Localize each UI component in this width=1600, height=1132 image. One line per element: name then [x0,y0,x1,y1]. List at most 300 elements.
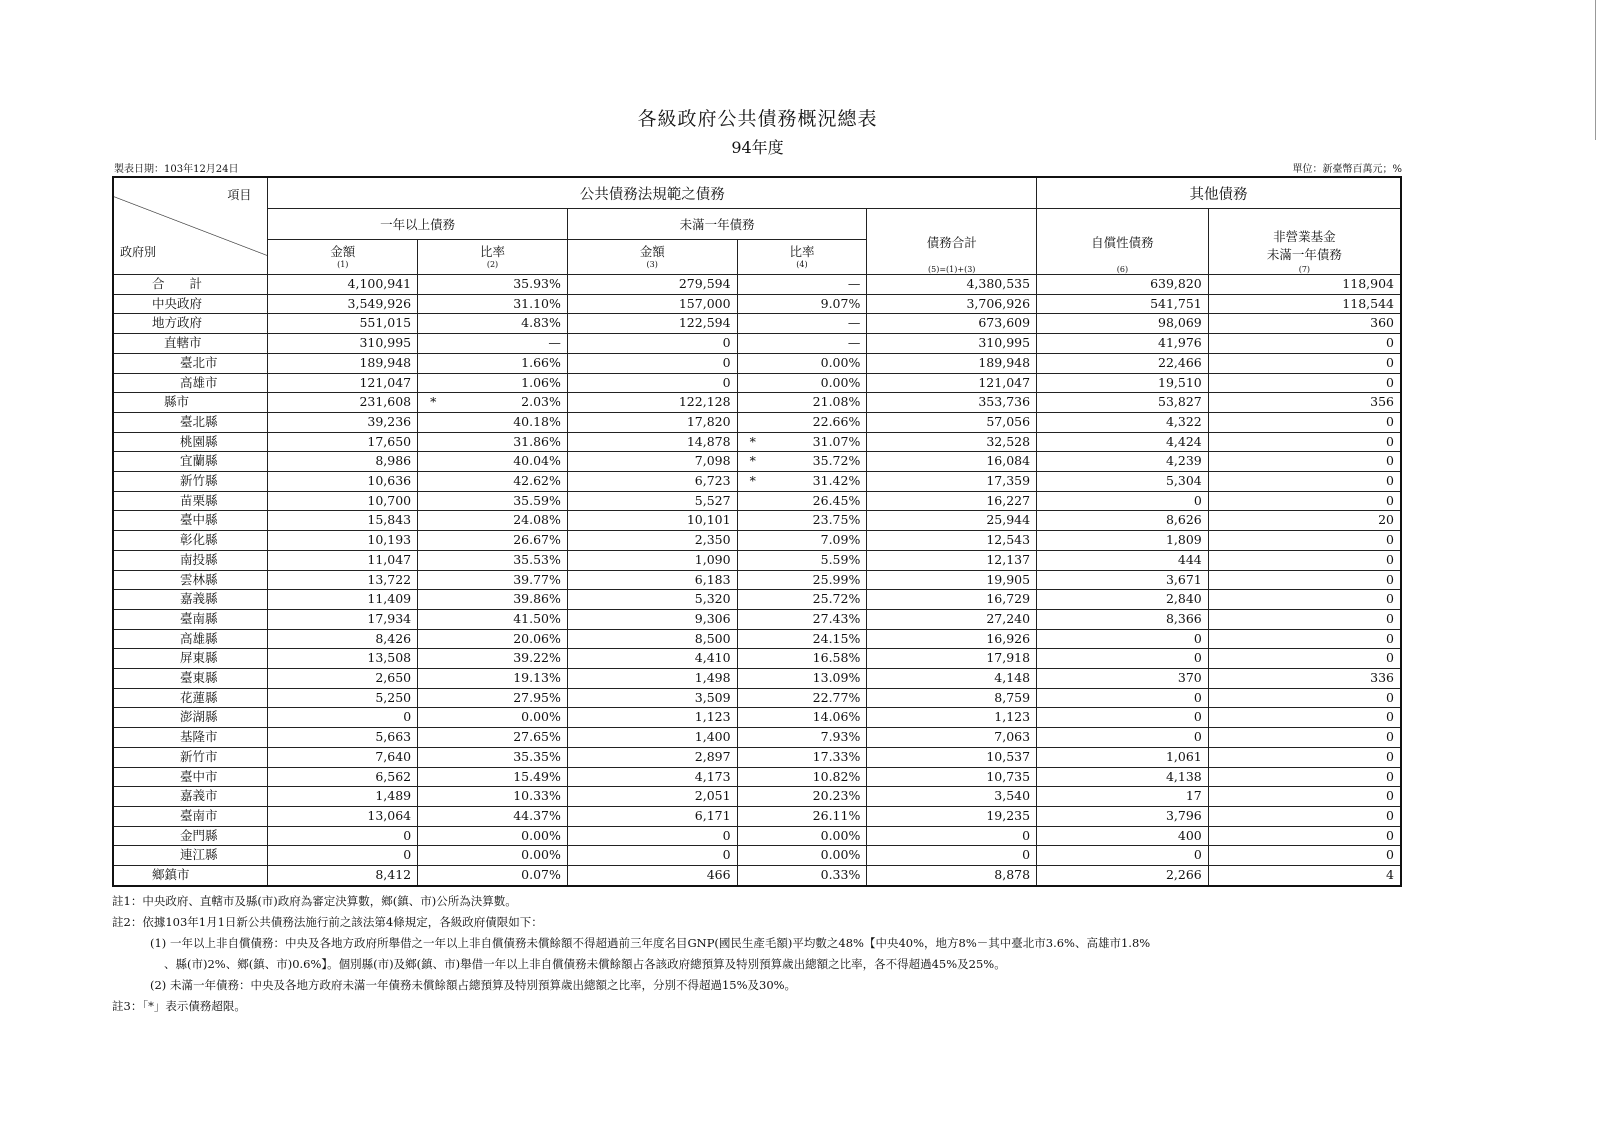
amount-over-one-year-cell [268,432,418,452]
ratio-over-one-year-cell [418,866,568,886]
total-debt-cell-value: 12,137 [986,551,1031,567]
ratio-under-one-year-cell-value: 25.99% [812,571,861,587]
ratio-over-one-year-cell-value: 31.10% [513,295,561,311]
ratio-over-one-year-cell-value: 15.49% [513,768,561,784]
self-repay-debt-cell [1037,334,1209,354]
nonbusiness-debt-cell [1208,806,1401,826]
amount-over-one-year-cell-value: 13,508 [367,650,412,666]
amount-over-one-year-cell-value: 8,426 [375,630,412,646]
nonbusiness-debt-cell-value: 0 [1386,453,1394,469]
nonbusiness-debt-cell [1208,570,1401,590]
total-debt-cell [867,846,1037,866]
total-debt-cell-value: 353,736 [978,394,1031,410]
ratio-under-one-year-cell-value: 31.42% [812,473,861,489]
nonbusiness-debt-cell [1208,590,1401,610]
self-repay-debt-cell [1037,412,1209,432]
amount-under-one-year-cell-value: 279,594 [678,276,731,291]
amount-over-one-year-cell-value: 0 [403,827,412,843]
unit-label: 單位：新臺幣百萬元；% [1292,164,1402,175]
total-debt-cell [867,432,1037,452]
ratio-under-one-year-cell [737,846,867,866]
table-row [113,373,1401,393]
ratio-under-one-year-cell [737,275,867,295]
ratio-under-one-year-cell [737,747,867,767]
header-nonbusiness-line1: 非營業基金 [1273,229,1336,244]
gov-name-cell [113,728,268,748]
amount-over-one-year-cell [268,609,418,629]
gov-name-cell-value: 新竹縣 [180,473,218,489]
table-row [113,747,1401,767]
nonbusiness-debt-cell-value: 0 [1386,335,1394,351]
gov-name-cell-value: 臺南縣 [180,610,218,626]
gov-name-cell [113,412,268,432]
amount-under-one-year-cell-value: 122,128 [678,394,731,410]
gov-name-cell [113,866,268,886]
nonbusiness-debt-cell-value: 118,904 [1342,276,1394,291]
self-repay-debt-cell [1037,669,1209,689]
amount-over-one-year-cell-value: 1,489 [375,788,412,804]
nonbusiness-debt-cell-value: 0 [1386,374,1394,390]
total-debt-cell-value: 189,948 [978,354,1031,370]
header-total [867,209,1037,275]
nonbusiness-debt-cell-value: 0 [1386,473,1394,489]
table-row [113,688,1401,708]
total-debt-cell-value: 10,537 [986,748,1031,764]
gov-name-cell-value: 鄉鎮市 [152,867,190,883]
amount-under-one-year-cell [567,275,737,295]
amount-over-one-year-cell [268,590,418,610]
table-row [113,866,1401,886]
gov-name-cell-value: 桃園縣 [180,433,218,449]
amount-under-one-year-cell-value: 0 [722,354,731,370]
gov-name-cell [113,393,268,413]
ratio-under-one-year-cell-value: 0.00% [820,847,861,863]
self-repay-debt-cell-value: 4,424 [1165,433,1202,449]
total-debt-cell [867,294,1037,314]
amount-over-one-year-cell [268,629,418,649]
gov-name-cell-value: 金門縣 [180,827,218,843]
amount-under-one-year-cell [567,649,737,669]
nonbusiness-debt-cell-value: 118,544 [1342,295,1394,311]
gov-name-cell-value: 中央政府 [152,295,203,311]
table-row [113,452,1401,472]
footnote-2-item-2: (2) 未滿一年債務：中央及各地方政府未滿一年債務未償餘額占總預算及特別預算歲出總額之比率，分別不得超過15%及30%。 [150,978,797,992]
total-debt-cell-value: 310,995 [978,335,1031,351]
header-self-repay-label: 自償性債務 [1091,235,1154,250]
ratio-under-one-year-cell-value: 13.09% [812,670,861,686]
header-diagonal-cell [113,177,268,275]
amount-under-one-year-cell [567,314,737,334]
amount-over-one-year-cell-value: 10,700 [367,492,412,508]
ratio-over-one-year-cell-value: 0.00% [521,847,561,863]
ratio-over-one-year-cell-value: 1.06% [521,374,561,390]
gov-name-cell [113,649,268,669]
ratio-over-one-year-cell-value: 20.06% [513,630,561,646]
total-debt-cell-value: 3,706,926 [966,295,1031,311]
nonbusiness-debt-cell-value: 20 [1378,512,1394,528]
self-repay-debt-cell [1037,609,1209,629]
self-repay-debt-cell [1037,806,1209,826]
ratio-under-one-year-cell-value: 14.06% [812,709,861,725]
self-repay-debt-cell [1037,649,1209,669]
nonbusiness-debt-cell [1208,787,1401,807]
ratio-under-one-year-cell-value: 10.82% [812,768,861,784]
amount-over-one-year-cell-value: 13,064 [367,807,412,823]
nonbusiness-debt-cell-value: 0 [1386,768,1394,784]
header-other-debt: 其他債務 [1037,177,1401,209]
ratio-under-one-year-cell-value: 0.00% [820,374,861,390]
gov-name-cell-value: 澎湖縣 [180,709,218,725]
ratio-under-one-year-cell-value: 20.23% [812,788,861,804]
header-ratio-2-note: (2) [486,260,499,269]
ratio-under-one-year-cell-value: 35.72% [812,453,861,469]
self-repay-debt-cell [1037,629,1209,649]
nonbusiness-debt-cell [1208,432,1401,452]
amount-under-one-year-cell-value: 3,509 [694,689,731,705]
ratio-over-one-year-cell-value: 0.07% [521,867,561,883]
amount-under-one-year-cell [567,334,737,354]
ratio-under-one-year-cell-value: — [847,335,861,351]
amount-over-one-year-cell-value: 39,236 [367,413,412,429]
ratio-under-one-year-cell [737,629,867,649]
amount-over-one-year-cell-value: 11,409 [367,591,412,607]
total-debt-cell [867,314,1037,334]
amount-under-one-year-cell [567,787,737,807]
header-under-one-year: 未滿一年債務 [567,209,866,240]
total-debt-cell-value: 32,528 [986,433,1031,449]
header-ratio-4 [737,240,867,275]
total-debt-cell-value: 0 [1022,847,1031,863]
nonbusiness-debt-cell [1208,334,1401,354]
amount-over-one-year-cell [268,570,418,590]
amount-over-one-year-cell [268,491,418,511]
gov-name-cell [113,511,268,531]
amount-under-one-year-cell [567,747,737,767]
ratio-under-one-year-cell [737,511,867,531]
amount-over-one-year-cell [268,846,418,866]
header-nonbusiness-line2: 未滿一年債務 [1266,247,1342,262]
total-debt-cell-value: 8,878 [994,867,1031,883]
table-body [113,275,1401,886]
ratio-under-one-year-cell-value: 16.58% [812,650,861,666]
ratio-over-one-year-cell [418,629,568,649]
total-debt-cell-value: 1,123 [994,709,1031,725]
ratio-under-one-year-cell [737,531,867,551]
self-repay-debt-cell [1037,491,1209,511]
ratio-over-one-year-cell [418,806,568,826]
amount-under-one-year-cell-value: 1,123 [694,709,731,725]
table-row [113,609,1401,629]
amount-under-one-year-cell-value: 5,527 [694,492,731,508]
ratio-over-one-year-cell [418,275,568,295]
amount-over-one-year-cell-value: 8,412 [375,867,412,883]
table-row [113,570,1401,590]
table-row [113,728,1401,748]
over-limit-mark: * [749,433,756,449]
nonbusiness-debt-cell-value: 0 [1386,630,1394,646]
nonbusiness-debt-cell [1208,314,1401,334]
ratio-under-one-year-cell [737,491,867,511]
amount-over-one-year-cell [268,826,418,846]
ratio-under-one-year-cell [737,806,867,826]
table-row [113,629,1401,649]
nonbusiness-debt-cell-value: 4 [1386,867,1394,883]
nonbusiness-debt-cell-value: 0 [1386,591,1394,607]
ratio-under-one-year-cell [737,570,867,590]
amount-over-one-year-cell [268,767,418,787]
ratio-under-one-year-cell-value: 22.77% [812,689,861,705]
amount-over-one-year-cell [268,373,418,393]
amount-under-one-year-cell [567,491,737,511]
amount-over-one-year-cell [268,294,418,314]
ratio-over-one-year-cell [418,531,568,551]
nonbusiness-debt-cell [1208,688,1401,708]
amount-over-one-year-cell [268,334,418,354]
self-repay-debt-cell [1037,373,1209,393]
table-row [113,669,1401,689]
table-row [113,590,1401,610]
total-debt-cell-value: 673,609 [978,315,1031,331]
report-date: 製表日期：103年12月24日 [114,164,239,175]
ratio-over-one-year-cell [418,294,568,314]
table-row [113,787,1401,807]
nonbusiness-debt-cell [1208,472,1401,492]
total-debt-cell-value: 27,240 [986,610,1031,626]
footnote-3: 註3：「*」表示債務超限。 [112,999,246,1013]
total-debt-cell [867,728,1037,748]
amount-under-one-year-cell-value: 10,101 [686,512,731,528]
nonbusiness-debt-cell [1208,452,1401,472]
amount-over-one-year-cell [268,531,418,551]
amount-over-one-year-cell [268,353,418,373]
total-debt-cell [867,629,1037,649]
amount-under-one-year-cell [567,688,737,708]
table-row [113,275,1401,295]
footnote-2-item-1: (1) 一年以上非自償債務：中央及各地方政府所舉借之一年以上非自償債務未償餘額不得超過前三年度名目GNP(國民生產毛額)平均數之48%【中央40%，地方8%－其中臺北市3.6%、高雄市1.8% [150,936,1151,950]
gov-name-cell [113,373,268,393]
amount-over-one-year-cell-value: 4,100,941 [347,276,412,291]
amount-under-one-year-cell-value: 6,723 [694,473,731,489]
self-repay-debt-cell-value: 639,820 [1150,276,1202,291]
ratio-over-one-year-cell [418,669,568,689]
gov-name-cell-value: 嘉義縣 [180,591,218,607]
nonbusiness-debt-cell-value: 0 [1386,532,1394,548]
gov-name-cell [113,275,268,295]
ratio-under-one-year-cell-value: 0.00% [820,827,861,843]
amount-over-one-year-cell-value: 5,663 [375,729,412,745]
total-debt-cell-value: 4,380,535 [966,276,1031,291]
over-limit-mark: * [430,394,437,410]
gov-name-cell-value: 縣市 [164,394,190,410]
table-row [113,432,1401,452]
amount-over-one-year-cell [268,452,418,472]
ratio-over-one-year-cell [418,570,568,590]
self-repay-debt-cell [1037,866,1209,886]
ratio-over-one-year-cell-value: 44.37% [513,807,561,823]
amount-over-one-year-cell [268,511,418,531]
page-title: 各級政府公共債務概況總表 [637,108,878,130]
amount-under-one-year-cell [567,590,737,610]
gov-name-cell-value: 臺東縣 [180,670,218,686]
ratio-over-one-year-cell [418,393,568,413]
ratio-under-one-year-cell-value: 22.66% [812,413,861,429]
amount-under-one-year-cell-value: 0 [722,335,731,351]
amount-under-one-year-cell-value: 6,171 [694,807,731,823]
gov-name-cell [113,826,268,846]
amount-under-one-year-cell-value: 466 [706,867,731,883]
amount-under-one-year-cell-value: 4,410 [694,650,731,666]
self-repay-debt-cell-value: 400 [1177,827,1202,843]
self-repay-debt-cell-value: 1,809 [1165,532,1202,548]
amount-over-one-year-cell-value: 17,650 [367,433,412,449]
gov-name-cell [113,669,268,689]
gov-name-cell-value: 嘉義市 [180,788,218,804]
self-repay-debt-cell-value: 444 [1177,551,1202,567]
ratio-under-one-year-cell [737,432,867,452]
total-debt-cell [867,826,1037,846]
amount-under-one-year-cell-value: 1,090 [694,551,731,567]
amount-under-one-year-cell [567,806,737,826]
amount-under-one-year-cell [567,531,737,551]
ratio-under-one-year-cell [737,649,867,669]
self-repay-debt-cell [1037,472,1209,492]
header-public-debt: 公共債務法規範之債務 [268,177,1037,209]
ratio-over-one-year-cell [418,432,568,452]
ratio-over-one-year-cell [418,688,568,708]
total-debt-cell [867,767,1037,787]
self-repay-debt-cell-value: 53,827 [1158,394,1202,410]
table-row [113,826,1401,846]
gov-name-cell [113,629,268,649]
ratio-over-one-year-cell [418,728,568,748]
header-amount-3-note: (3) [646,260,658,269]
total-debt-cell-value: 16,729 [986,591,1031,607]
ratio-under-one-year-cell [737,334,867,354]
total-debt-cell [867,334,1037,354]
nonbusiness-debt-cell [1208,826,1401,846]
gov-name-cell-value: 高雄縣 [180,630,218,646]
self-repay-debt-cell [1037,393,1209,413]
amount-over-one-year-cell-value: 189,948 [359,354,412,370]
self-repay-debt-cell [1037,275,1209,295]
nonbusiness-debt-cell-value: 0 [1386,709,1394,725]
amount-over-one-year-cell [268,787,418,807]
ratio-under-one-year-cell-value: — [847,315,861,331]
amount-under-one-year-cell [567,629,737,649]
gov-name-cell-value: 高雄市 [180,374,218,390]
ratio-over-one-year-cell-value: 4.83% [521,315,561,331]
gov-name-cell [113,767,268,787]
header-amount-1-note: (1) [337,260,349,269]
amount-over-one-year-cell [268,472,418,492]
ratio-over-one-year-cell-value: 35.59% [513,492,561,508]
ratio-under-one-year-cell-value: 9.07% [820,295,861,311]
self-repay-debt-cell-value: 0 [1193,729,1202,745]
ratio-over-one-year-cell-value: 42.62% [513,473,561,489]
amount-over-one-year-cell-value: 5,250 [375,689,412,705]
self-repay-debt-cell-value: 5,304 [1165,473,1202,489]
ratio-over-one-year-cell [418,373,568,393]
self-repay-debt-cell-value: 0 [1193,689,1202,705]
self-repay-debt-cell-value: 3,671 [1165,571,1202,587]
over-limit-mark: * [749,473,756,489]
gov-name-cell-value: 臺中市 [180,768,218,784]
ratio-over-one-year-cell-value: 0.00% [521,709,561,725]
ratio-under-one-year-cell-value: 25.72% [812,591,861,607]
total-debt-cell [867,452,1037,472]
gov-name-cell [113,688,268,708]
total-debt-cell [867,866,1037,886]
table-row [113,649,1401,669]
amount-over-one-year-cell-value: 6,562 [375,768,412,784]
total-debt-cell-value: 0 [1022,827,1031,843]
ratio-over-one-year-cell-value: 31.86% [513,433,561,449]
ratio-under-one-year-cell-value: 7.09% [820,532,861,548]
amount-under-one-year-cell [567,550,737,570]
gov-name-cell-value: 地方政府 [152,315,203,331]
self-repay-debt-cell-value: 2,840 [1165,591,1202,607]
self-repay-debt-cell-value: 41,976 [1158,335,1202,351]
ratio-over-one-year-cell [418,353,568,373]
self-repay-debt-cell-value: 0 [1193,492,1202,508]
gov-name-cell [113,531,268,551]
amount-under-one-year-cell-value: 7,098 [694,453,731,469]
amount-over-one-year-cell-value: 8,986 [375,453,412,469]
ratio-over-one-year-cell-value: — [548,335,561,351]
ratio-over-one-year-cell [418,472,568,492]
amount-under-one-year-cell-value: 157,000 [678,295,731,311]
ratio-over-one-year-cell [418,846,568,866]
self-repay-debt-cell-value: 0 [1193,709,1202,725]
self-repay-debt-cell [1037,531,1209,551]
amount-under-one-year-cell-value: 4,173 [694,768,731,784]
table-row [113,767,1401,787]
gov-name-cell-value: 臺南市 [180,807,218,823]
ratio-over-one-year-cell-value: 41.50% [513,610,561,626]
table-row [113,393,1401,413]
self-repay-debt-cell-value: 541,751 [1150,295,1202,311]
nonbusiness-debt-cell-value: 0 [1386,571,1394,587]
amount-under-one-year-cell-value: 1,498 [694,670,731,686]
amount-over-one-year-cell-value: 10,636 [367,473,412,489]
ratio-under-one-year-cell [737,708,867,728]
ratio-under-one-year-cell-value: 0.00% [820,354,861,370]
total-debt-cell [867,550,1037,570]
self-repay-debt-cell [1037,353,1209,373]
ratio-under-one-year-cell-value: 17.33% [812,748,861,764]
header-self-repay-note: (6) [1116,265,1129,274]
ratio-over-one-year-cell-value: 19.13% [513,670,561,686]
ratio-over-one-year-cell-value: 40.04% [513,453,561,469]
gov-name-cell [113,353,268,373]
table-row [113,353,1401,373]
ratio-over-one-year-cell-value: 39.86% [513,591,561,607]
header-amount-1 [268,240,418,275]
ratio-over-one-year-cell [418,590,568,610]
table-row [113,846,1401,866]
amount-under-one-year-cell [567,728,737,748]
nonbusiness-debt-cell [1208,629,1401,649]
amount-under-one-year-cell-value: 0 [722,827,731,843]
gov-name-cell [113,846,268,866]
nonbusiness-debt-cell [1208,728,1401,748]
self-repay-debt-cell [1037,570,1209,590]
gov-name-cell [113,452,268,472]
total-debt-cell [867,570,1037,590]
self-repay-debt-cell-value: 1,061 [1165,748,1202,764]
total-debt-cell-value: 121,047 [978,374,1031,390]
self-repay-debt-cell [1037,728,1209,748]
